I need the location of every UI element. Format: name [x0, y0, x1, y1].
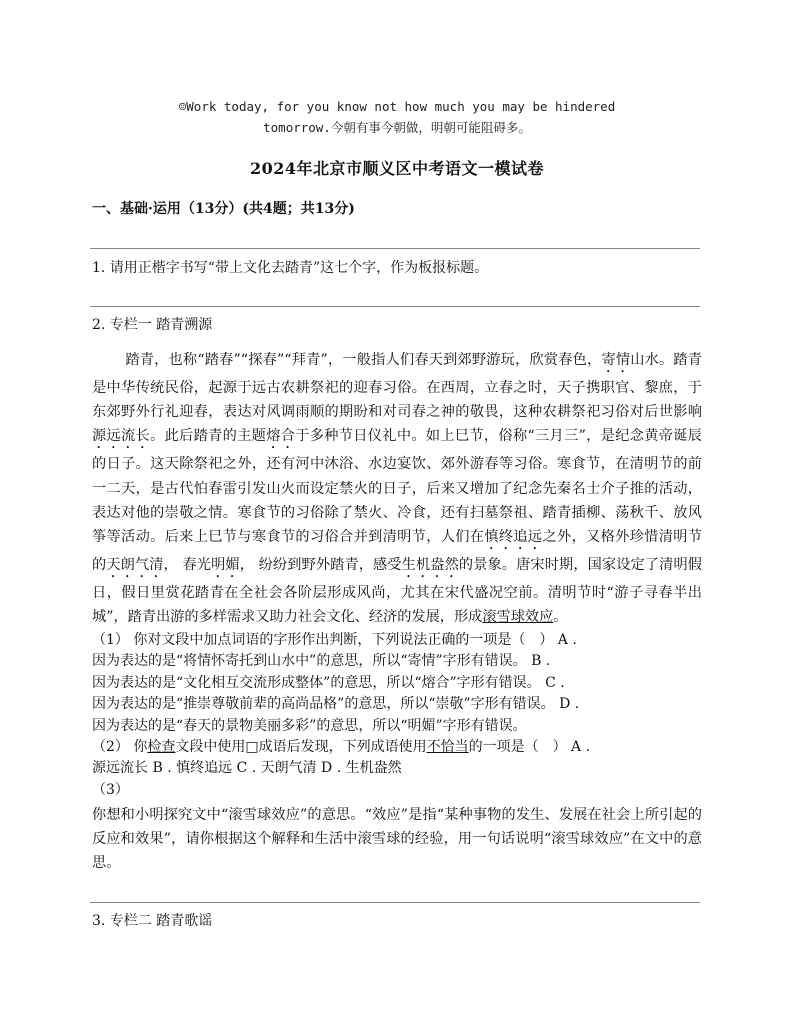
page-title: 2024年北京市顺义区中考语文一模试卷: [249, 159, 545, 178]
dotted-word: 寄情: [601, 352, 631, 368]
underlined-word: 检查: [147, 739, 176, 756]
section-heading: 一、基础·运用（13分）(共4题；共13分): [92, 201, 355, 217]
option-d: 因为表达的是“春天的景物美丽多彩”的意思，所以“明媚”字形有错误。: [92, 717, 527, 734]
sub-questions: [92, 630, 702, 801]
motto: [100, 96, 694, 138]
passage-text: 之外，又格外珍惜清明节的: [92, 529, 702, 574]
sub-question-3-text: 你想和小明探究文中“滚雪球效应”的意思。“效应”是指“某种事物的发生、发展在社会上所引起的反应和效果”，请你根据这个解释和生活中滚雪球的经验，用一句话说明“滚雪球效应”在文中的意思。: [92, 807, 702, 871]
stem-text: 的一项是（ ） A .: [468, 739, 591, 756]
underlined-word: 不恰当: [426, 739, 469, 756]
motto-line-1: ☺Work today, for you know not how much you may be hindered: [178, 99, 616, 114]
sub-question-2-options: 源远流长 B . 慎终追远 C . 天朗气清 D . 生机盎然: [92, 760, 402, 777]
dotted-word: 熔合: [266, 428, 296, 445]
question-2-heading: 2. 专栏一 踏青溯源: [92, 317, 213, 333]
divider: [90, 248, 700, 249]
passage-text: 。: [553, 609, 568, 626]
sub-question-3-label: （3）: [92, 781, 129, 798]
underlined-word: 滚雪球效应: [482, 609, 554, 626]
stem-text: 文段中使用: [175, 739, 246, 756]
option-b: 因为表达的是“文化相互交流形成整体”的意思，所以“熔合”字形有错误。 C .: [92, 674, 565, 691]
dotted-word: 生机盎然: [401, 557, 459, 574]
divider: [90, 902, 700, 903]
stem-text: （2） 你: [92, 739, 148, 756]
option-a: 因为表达的是“将情怀寄托到山水中”的意思，所以“寄情”字形有错误。 B .: [92, 653, 551, 670]
divider: [90, 306, 700, 307]
passage-text: 踏青，也称“踏春”“探春”“拜青”，一般指人们春天到郊野游玩，欣赏春色，: [125, 352, 602, 368]
passage-text: 于多种节日仪礼中。如上巳节，俗称“三月三”，是纪念黄帝诞辰的日子。这天除祭祀之外，还有河中沐浴、水边宴饮、郊外游春等习俗。寒食节，在清明节的前一二天，是古代怕春雷引发山火而设定禁火的日子，后来又增加了纪念先秦名士介子推的活动，表达对他的崇敬之情。寒食节的习俗除了禁火、冷食，还有扫墓祭祖、踏青插柳、荡秋千、放风筝等活动。后来上巳节与寒食节的习俗合并到清明节，人们在: [92, 428, 702, 546]
option-c: 因为表达的是“推崇尊敬前辈的高尚品格”的意思，所以“崇敬”字形有错误。 D .: [92, 696, 580, 713]
dotted-word: 源远流长: [92, 428, 151, 445]
question-2-passage: [92, 348, 702, 629]
passage-text: 山水。踏青是中华传统民俗，起源于远古农耕祭祀的迎春习俗。在西周，立春之时，天子携职官、黎庶，于东郊野外行礼迎春，表达对风调雨顺的期盼和对司春之神的敬畏，这种农耕祭祀习俗对后世影响: [92, 352, 702, 421]
dotted-word: 慎终追远: [484, 529, 543, 546]
sub-question-2-stem: [92, 737, 702, 758]
passage-text: ， 纷纷到野外踏青，感受: [239, 557, 402, 574]
sub-question-1-stem: （1） 你对文段中加点词语的字形作出判断，下列说法正确的一项是（ ） A .: [92, 632, 577, 648]
motto-line-2: tomorrow.今朝有事今朝做，明朝可能阻碍多。: [263, 120, 531, 135]
passage-text: 的景象。唐宋时期，国家设定了清明假日，假日里赏花踏青在全社会各阶层形成风尚，尤其在宋代盛况空前。清明节时“游子寻春半出城”，踏青出游的多样需求又助力社会文化、经济的发展，形成: [92, 557, 702, 626]
dotted-word: 天朗气清: [106, 557, 164, 574]
passage-text: 。此后踏青的主题: [150, 428, 267, 445]
passage-text: ， 春光: [163, 557, 212, 574]
question-3-heading: 3. 专栏二 踏青歌谣: [92, 913, 213, 929]
stem-text: 成语后发现，下列成语使用: [258, 739, 427, 756]
blank-box: □: [245, 739, 259, 756]
question-1: 1. 请用正楷字书写“带上文化去踏青”这七个字，作为板报标题。: [92, 260, 489, 276]
dotted-word: 明媚: [211, 557, 240, 574]
